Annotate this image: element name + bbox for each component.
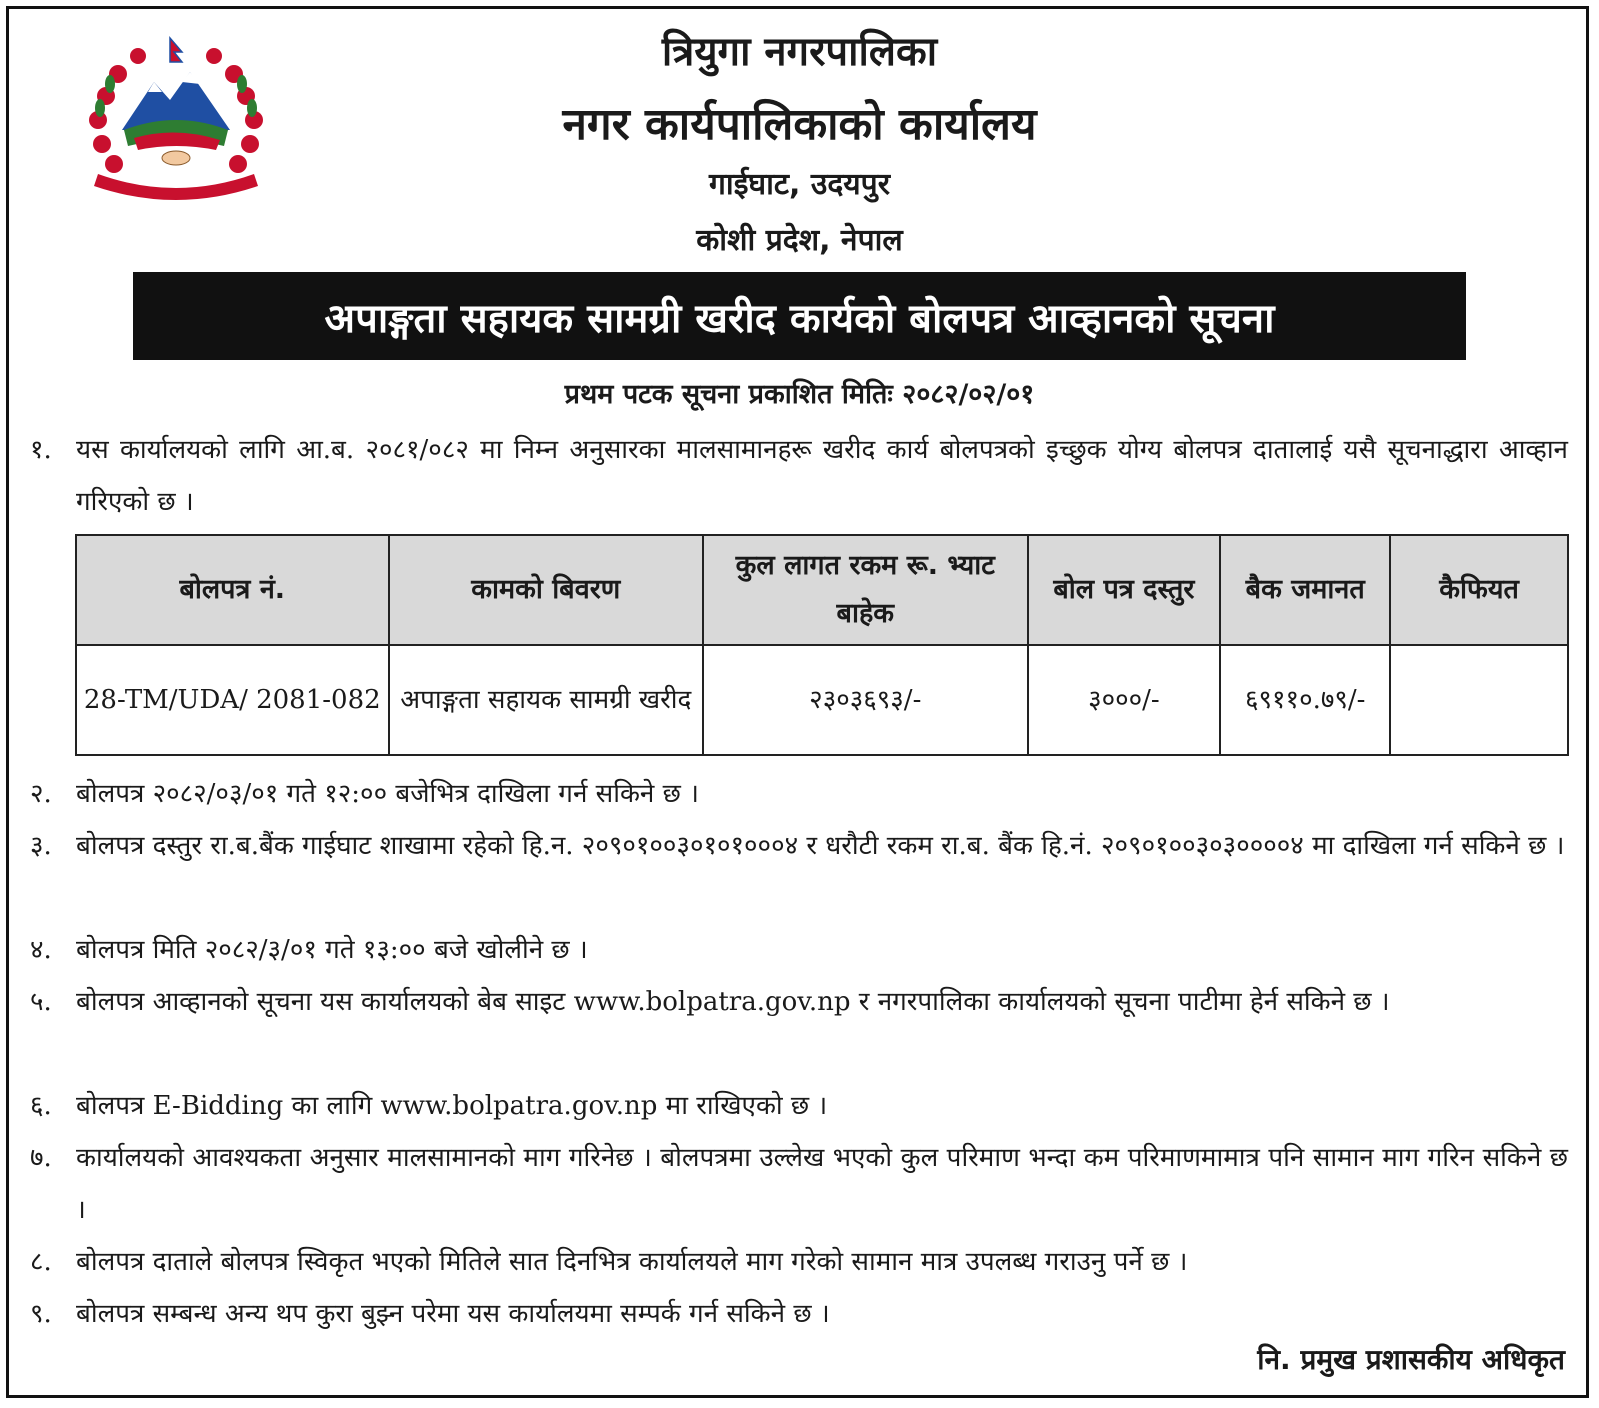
paragraph-6: [30, 1080, 1568, 1132]
paragraph-text: बोलपत्र आव्हानको सूचना यस कार्यालयको बेब साइट www.bolpatra.gov.np र नगरपालिका कार्यालयको सूचना पाटीमा हेर्न सकिने छ ।: [76, 987, 1390, 1017]
column-header: कामको बिवरण: [389, 535, 703, 645]
paragraph-number: ८.: [30, 1247, 52, 1277]
column-header: कुल लागत रकम रू. भ्याट बाहेक: [703, 535, 1028, 645]
paragraph-text: बोलपत्र दाताले बोलपत्र स्विकृत भएको मितिले सात दिनभित्र कार्यालयले माग गरेको सामान मात्र उपलब्ध गराउनु पर्ने छ ।: [76, 1247, 1188, 1277]
province-country: कोशी प्रदेश, नेपाल: [696, 223, 903, 258]
column-header: बोल पत्र दस्तुर: [1028, 535, 1221, 645]
remarks-cell: [1390, 645, 1568, 755]
paragraph-7: [30, 1132, 1568, 1236]
municipality-name: त्रियुगा नगरपालिका: [661, 29, 938, 75]
paragraph-number: ५.: [30, 987, 52, 1017]
publication-date: प्रथम पटक सूचना प्रकाशित मितिः २०८२/०२/०१: [564, 379, 1035, 410]
paragraph-3: [30, 820, 1568, 872]
notice-title-banner: [133, 272, 1466, 360]
paragraph-text: बोलपत्र २०८२/०३/०१ गते १२:०० बजेभित्र दाखिला गर्न सकिने छ ।: [76, 779, 699, 809]
total-cost-cell: २३०३६९३/-: [703, 645, 1028, 755]
tender-fee-cell: ३०००/-: [1028, 645, 1221, 755]
paragraph-number: ७.: [30, 1143, 52, 1173]
paragraph-text: यस कार्यालयको लागि आ.ब. २०८१/०८२ मा निम्न अनुसारका मालसामानहरू खरीद कार्य बोलपत्रको इच्छुक योग्य बोलपत्र दातालाई यसै सूचनाद्धारा आव्हान गरिएको छ ।: [76, 435, 1568, 517]
paragraph-1: [30, 424, 1568, 528]
paragraph-number: ९.: [30, 1299, 52, 1329]
paragraph-number: ६.: [30, 1091, 52, 1121]
column-header: बोलपत्र नं.: [76, 535, 389, 645]
paragraph-text: बोलपत्र मिति २०८२/३/०१ गते १३:०० बजे खोलीने छ ।: [76, 935, 588, 965]
paragraph-number: ३.: [30, 831, 52, 861]
tender-table: [75, 534, 1569, 756]
paragraph-2: [30, 768, 1568, 820]
paragraph-5: [30, 976, 1568, 1028]
paragraph-number: २.: [30, 779, 52, 809]
paragraph-number: १.: [30, 435, 52, 465]
column-header: बैक जमानत: [1220, 535, 1390, 645]
paragraph-text: बोलपत्र E-Bidding का लागि www.bolpatra.gov.np मा राखिएको छ ।: [76, 1091, 828, 1121]
notice-title: अपाङ्गता सहायक सामग्री खरीद कार्यको बोलपत्र आव्हानको सूचना: [324, 295, 1275, 342]
paragraph-text: कार्यालयको आवश्यकता अनुसार मालसामानको माग गरिनेछ । बोलपत्रमा उल्लेख भएको कुल परिमाण भन्दा कम परिमाणमामात्र पनि सामान माग गरिन सकिने छ ।: [76, 1143, 1568, 1225]
paragraph-text: बोलपत्र सम्बन्ध अन्य थप कुरा बुझ्न परेमा यस कार्यालयमा सम्पर्क गर्न सकिने छ ।: [76, 1299, 830, 1329]
table-row: [76, 645, 1568, 755]
paragraph-9: [30, 1288, 1568, 1340]
paragraph-text: बोलपत्र दस्तुर रा.ब.बैंक गाईघाट शाखामा रहेको हि.न. २०९०१००३०१०१०००४ र धरौटी रकम रा.ब. बैंक हि.नं. २०९०१००३०३००००४ मा दाखिला गर्न सकिने छ ।: [76, 831, 1565, 861]
signature-title: नि. प्रमुख प्रशासकीय अधिकृत: [1257, 1343, 1565, 1376]
work-description-cell: अपाङ्गता सहायक सामग्री खरीद: [389, 645, 703, 755]
paragraph-number: ४.: [30, 935, 52, 965]
paragraph-4: [30, 924, 1568, 976]
bank-guarantee-cell: ६९११०.७९/-: [1220, 645, 1390, 755]
column-header: कैफियत: [1390, 535, 1568, 645]
office-location: गाईघाट, उदयपुर: [709, 167, 890, 202]
paragraph-8: [30, 1236, 1568, 1288]
table-header-row: [76, 535, 1568, 645]
office-name: नगर कार्यपालिकाको कार्यालय: [562, 99, 1037, 150]
tender-number-cell: 28-TM/UDA/ 2081-082: [76, 645, 389, 755]
